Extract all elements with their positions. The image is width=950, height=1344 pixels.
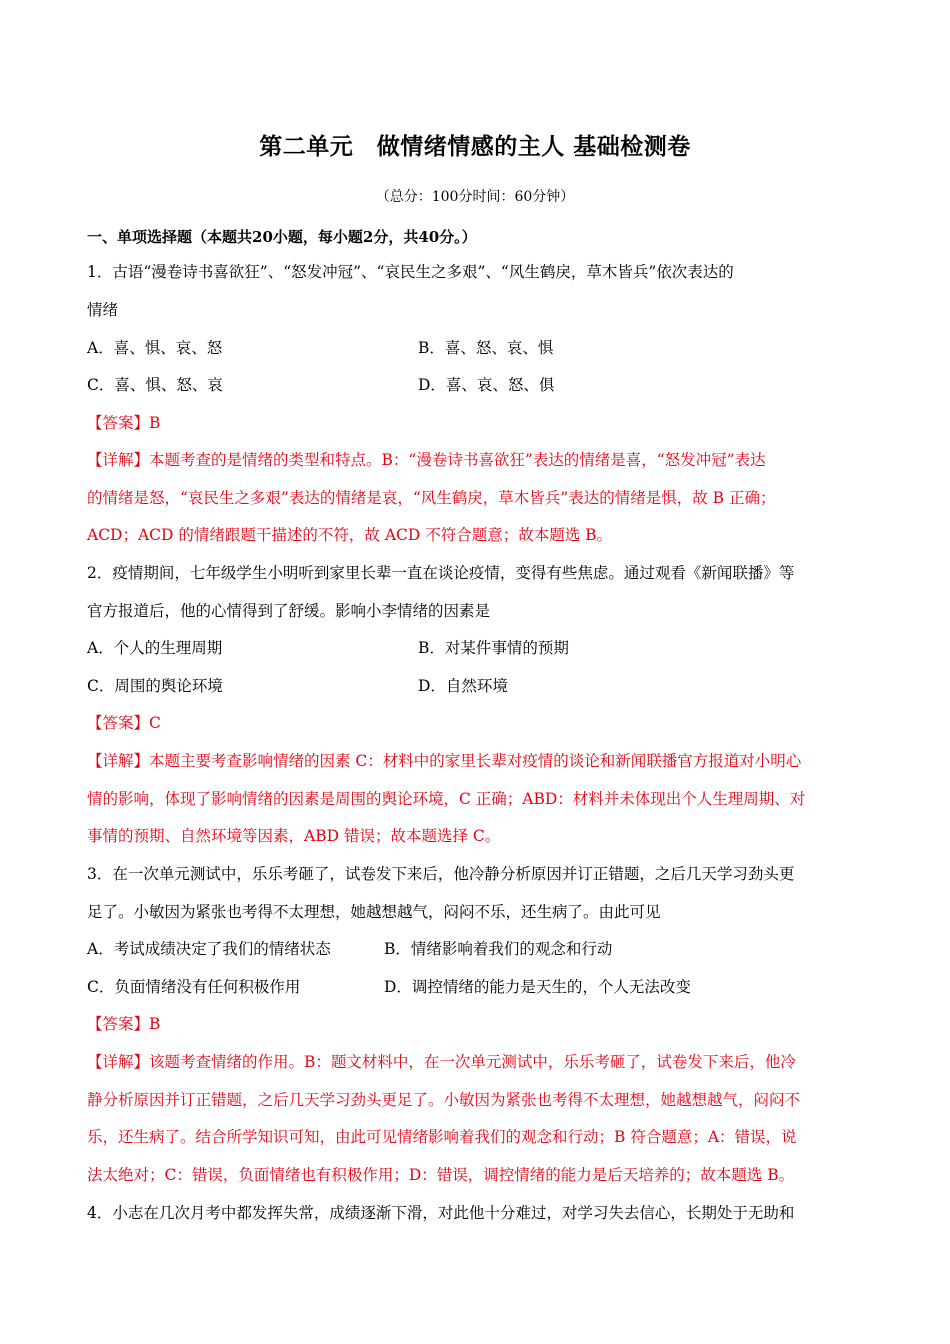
q3-detail-line3: 乐，还生病了。结合所学知识可知，由此可见情绪影响着我们的观念和行动；B 符合题意；A：错误，说 (87, 1128, 797, 1146)
q4-stem-line1: 4．小志在几次月考中都发挥失常，成绩逐渐下滑，对此他十分难过，对学习失去信心，长期处于无助和 (87, 1204, 795, 1222)
page-subtitle: （总分：100分时间：60分钟） (375, 189, 575, 205)
q2-stem-line1: 2．疫情期间，七年级学生小明听到家里长辈一直在谈论疫情，变得有些焦虑。通过观看《新闻联播》等 (87, 564, 795, 582)
q3-stem-line1: 3．在一次单元测试中，乐乐考砸了，试卷发下来后，他冷静分析原因并订正错题，之后几天学习劲头更 (87, 865, 795, 883)
q2-answer: 【答案】C (87, 714, 161, 732)
q2-option-c: C．周围的舆论环境 (87, 677, 223, 695)
q2-detail-line3: 事情的预期、自然环境等因素，ABD 错误；故本题选择 C。 (87, 827, 501, 845)
q3-option-b: B．情绪影响着我们的观念和行动 (384, 940, 613, 958)
q3-option-a: A．考试成绩决定了我们的情绪状态 (87, 940, 331, 958)
q1-answer: 【答案】B (87, 414, 161, 432)
q1-stem-line2: 情绪 (87, 301, 119, 319)
q1-option-b: B．喜、怒、哀、惧 (418, 339, 554, 357)
q1-option-d: D．喜、哀、怒、俱 (418, 376, 555, 394)
q3-detail-line2: 静分析原因并订正错题，之后几天学习劲头更足了。小敏因为紧张也考得不太理想，她越想越气，闷闷不 (87, 1091, 801, 1109)
q1-stem-line1: 1．古语“漫卷诗书喜欲狂”、“怒发冲冠”、“哀民生之多艰”、“风生鹤戾，草木皆兵”依次表达的 (87, 263, 734, 281)
q1-option-a: A．喜、惧、哀、怒 (87, 339, 223, 357)
q2-option-b: B．对某件事情的预期 (418, 639, 569, 657)
page-title: 第二单元 做情绪情感的主人 基础检测卷 (259, 133, 691, 160)
q1-detail-line1: 【详解】本题考查的是情绪的类型和特点。B：“漫卷诗书喜欲狂”表达的情绪是喜，“怒发冲冠”表达 (87, 451, 766, 469)
section-heading: 一、单项选择题（本题共20小题，每小题2分，共40分。） (87, 228, 477, 246)
q1-detail-line3: ACD；ACD 的情绪跟题干描述的不符，故 ACD 不符合题意；故本题选 B。 (87, 526, 613, 544)
q1-option-c: C．喜、惧、怒、哀 (87, 376, 223, 394)
q3-detail-line1: 【详解】该题考查情绪的作用。B：题文材料中，在一次单元测试中，乐乐考砸了，试卷发下来后，他冷 (87, 1053, 796, 1071)
q3-stem-line2: 足了。小敏因为紧张也考得不太理想，她越想越气，闷闷不乐，还生病了。由此可见 (87, 903, 661, 921)
q2-detail-line2: 情的影响，体现了影响情绪的因素是周围的舆论环境，C 正确；ABD：材料并未体现出个人生理周期、对 (87, 790, 806, 808)
q1-detail-line2: 的情绪是怒，“哀民生之多艰”表达的情绪是哀，“风生鹤戾，草木皆兵”表达的情绪是惧，故 B 正确； (87, 489, 776, 507)
q3-option-c: C．负面情绪没有任何积极作用 (87, 978, 301, 996)
q3-answer: 【答案】B (87, 1015, 161, 1033)
q2-option-a: A．个人的生理周期 (87, 639, 223, 657)
q3-detail-line4: 法太绝对；C：错误，负面情绪也有积极作用；D：错误，调控情绪的能力是后天培养的；故本题选 B。 (87, 1166, 795, 1184)
q2-detail-line1: 【详解】本题主要考查影响情绪的因素 C：材料中的家里长辈对疫情的谈论和新闻联播官方报道对小明心 (87, 752, 802, 770)
q3-option-d: D．调控情绪的能力是天生的，个人无法改变 (384, 978, 691, 996)
q2-option-d: D．自然环境 (418, 677, 508, 695)
q2-stem-line2: 官方报道后，他的心情得到了舒缓。影响小李情绪的因素是 (87, 602, 491, 620)
